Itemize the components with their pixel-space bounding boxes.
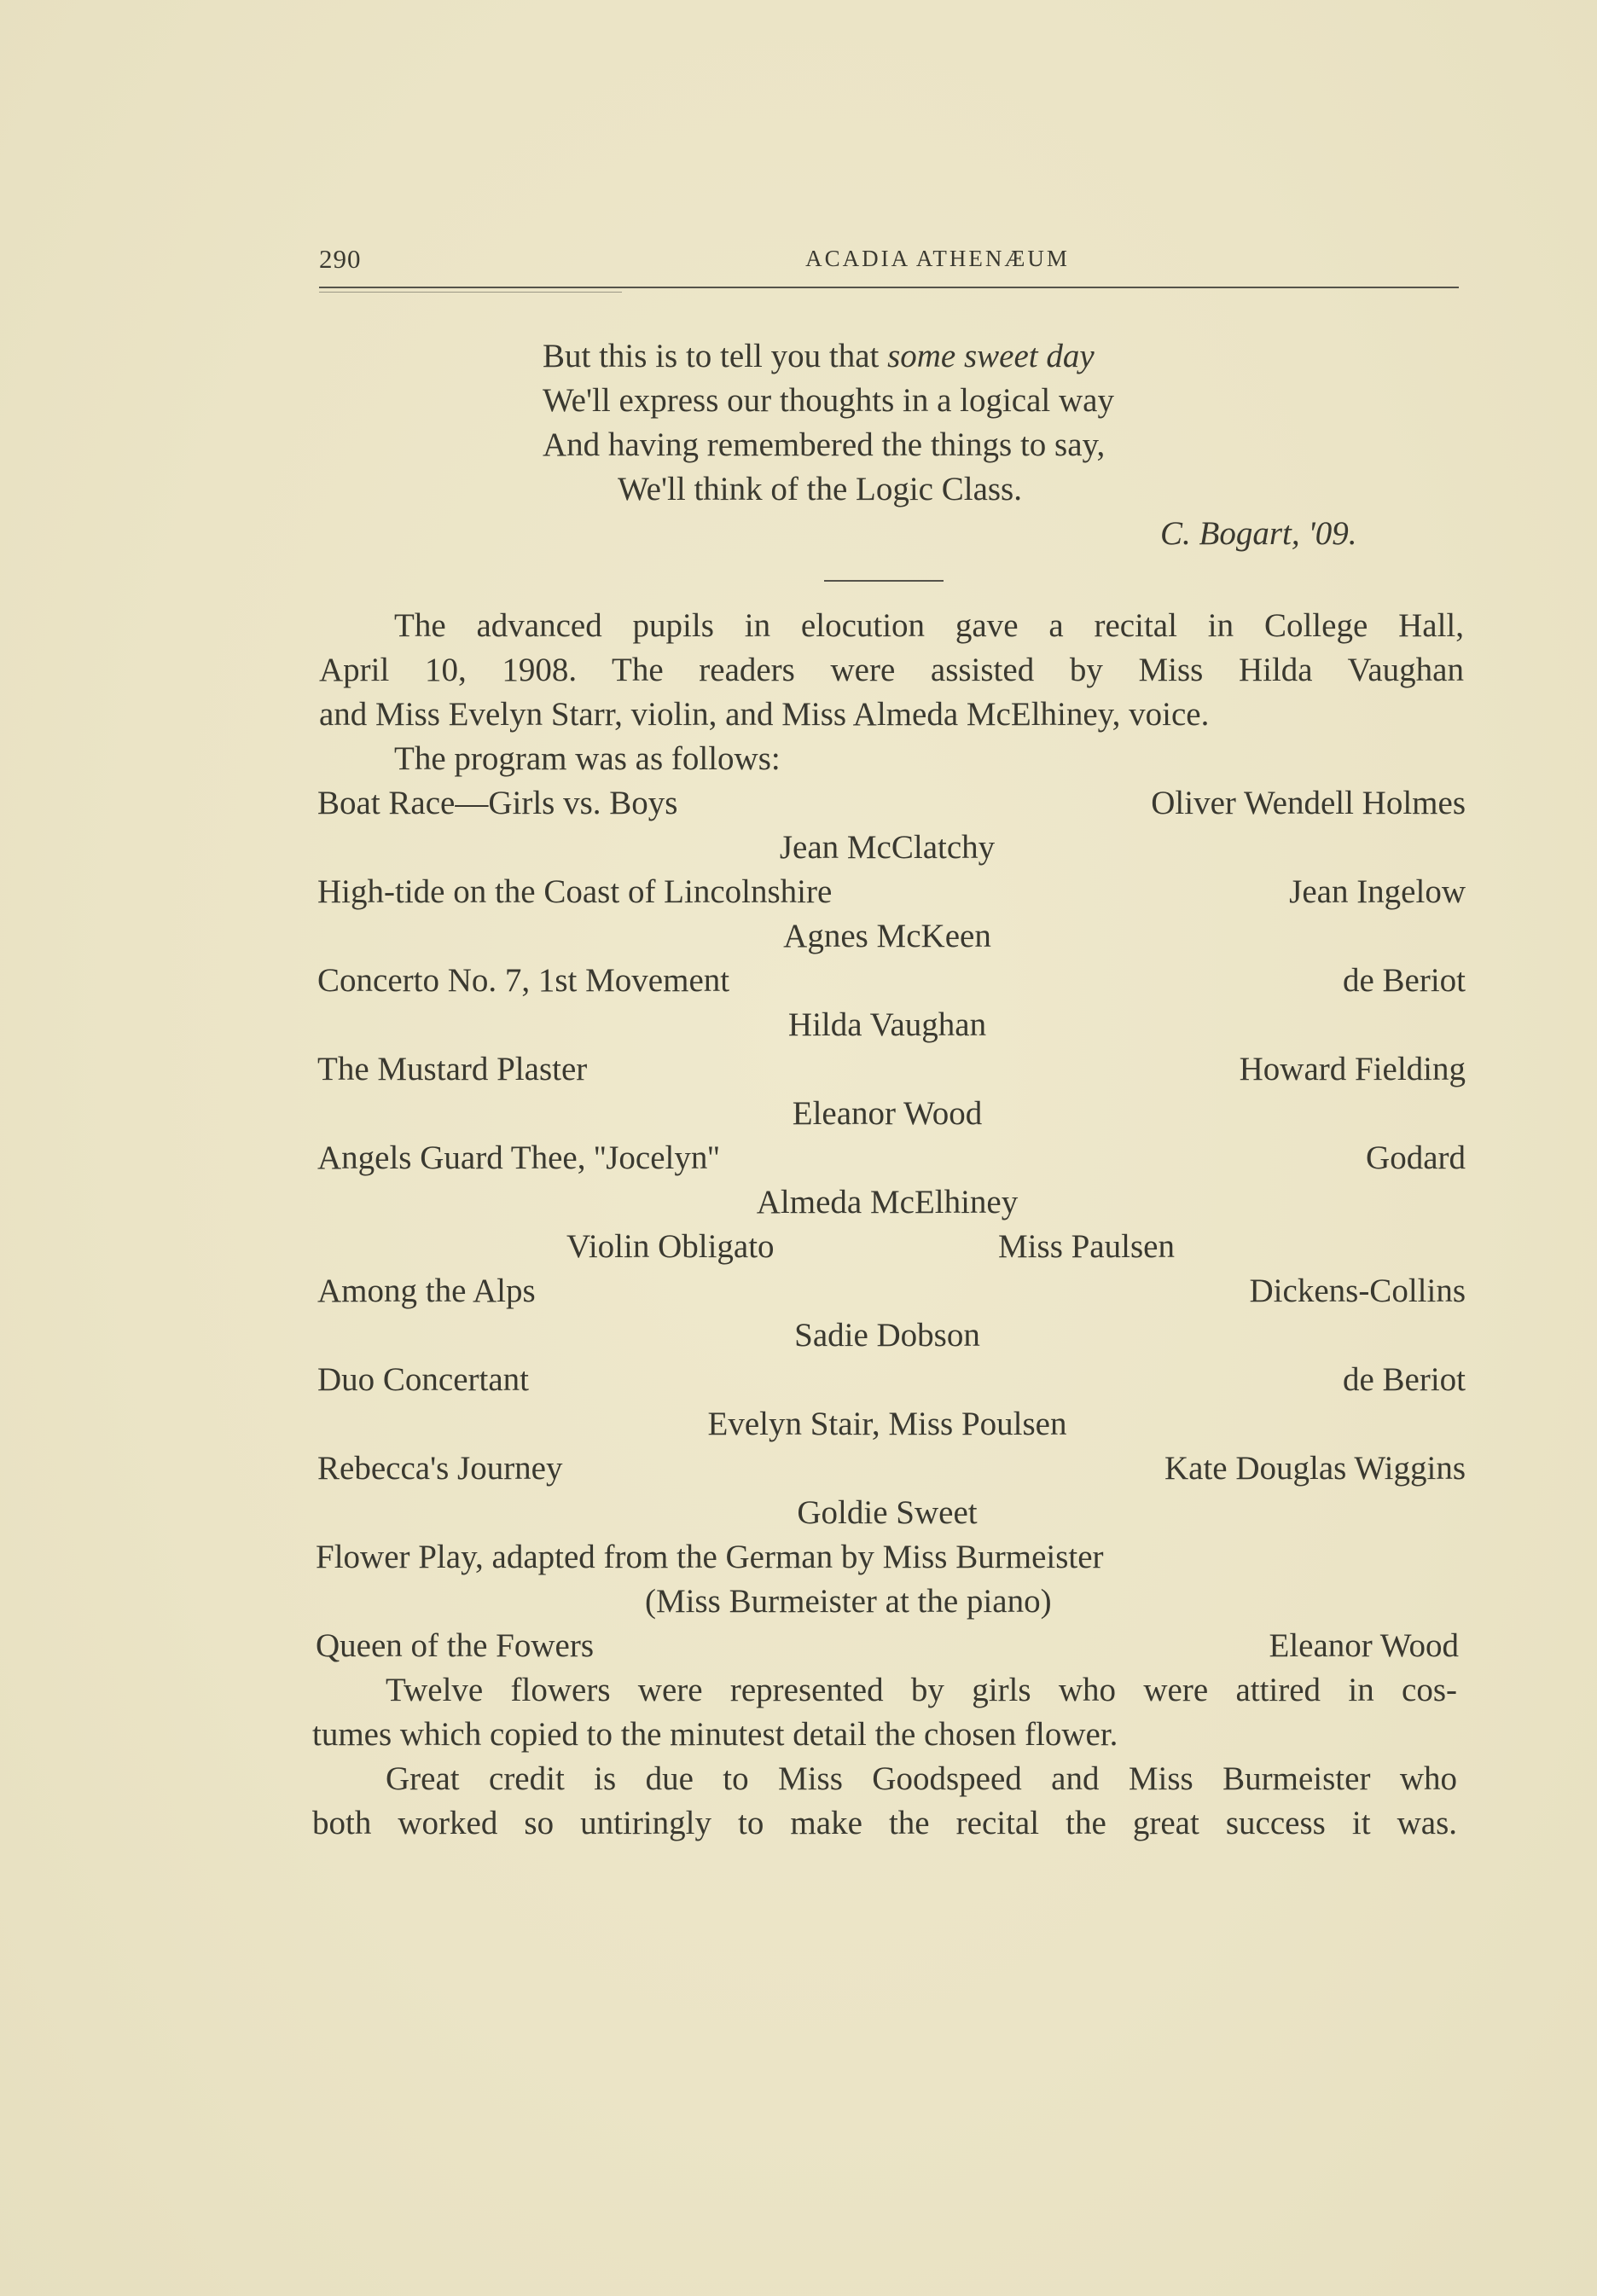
- program-author: Jean Ingelow: [1289, 873, 1466, 910]
- para3-line-1: Great credit is due to Miss Goodspeed and Miss Burmeister who: [386, 1760, 1457, 1797]
- page-number: 290: [319, 244, 362, 274]
- poem-line-1-italic: some sweet day: [887, 338, 1095, 374]
- poem-line-1-plain: But this is to tell you that: [543, 338, 888, 374]
- flower-play: Flower Play, adapted from the German by Miss Burmeister: [316, 1539, 1104, 1575]
- program-title: High-tide on the Coast of Lincolnshire: [317, 873, 833, 910]
- program-performer: Sadie Dobson: [794, 1317, 980, 1354]
- poem-line-1: [543, 339, 1095, 373]
- para2-line-2: tumes which copied to the minutest detail the chosen flower.: [312, 1716, 1118, 1753]
- section-divider: [824, 580, 944, 582]
- signature-name: C. Bogart,: [1160, 515, 1300, 552]
- program-author: Godard: [1366, 1139, 1466, 1176]
- poem-line-2: We'll express our thoughts in a logical way: [543, 382, 1114, 419]
- program-title: Rebecca's Journey: [317, 1450, 563, 1487]
- program-performer: Eleanor Wood: [792, 1095, 983, 1132]
- page-header: [319, 244, 1462, 285]
- poem-signature: [1160, 517, 1356, 550]
- poem-line-4: We'll think of the Logic Class.: [618, 471, 1022, 507]
- para1-line-2: April 10, 1908. The readers were assisted by Miss Hilda Vaughan: [319, 652, 1464, 688]
- program-performer: Jean McClatchy: [779, 829, 996, 866]
- para3-line-2: both worked so untiringly to make the recital the great success it was.: [312, 1805, 1457, 1841]
- program-title: The Mustard Plaster: [317, 1051, 588, 1087]
- obligato-name: Miss Paulsen: [998, 1228, 1175, 1265]
- signature-year: '09.: [1308, 515, 1357, 552]
- program-author: Oliver Wendell Holmes: [1151, 785, 1466, 821]
- program-title: Duo Concertant: [317, 1361, 530, 1398]
- program-title: Among the Alps: [317, 1273, 536, 1309]
- program-performer: Hilda Vaughan: [787, 1006, 987, 1043]
- program-performer: Goldie Sweet: [797, 1494, 978, 1531]
- program-author: Dickens-Collins: [1249, 1273, 1466, 1309]
- flower-play-note: (Miss Burmeister at the piano): [645, 1583, 1052, 1620]
- para1-line-3: and Miss Evelyn Starr, violin, and Miss Almeda McElhiney, voice.: [319, 696, 1210, 733]
- program-performer: Evelyn Stair, Miss Poulsen: [707, 1406, 1067, 1442]
- running-head: ACADIA ATHENÆUM: [805, 246, 1070, 271]
- program-author: Howard Fielding: [1239, 1051, 1466, 1087]
- program-author: de Beriot: [1342, 962, 1466, 999]
- header-rule: [319, 287, 1459, 288]
- queen-title: Queen of the Fowers: [316, 1627, 594, 1664]
- program-title: Boat Race—Girls vs. Boys: [317, 785, 678, 821]
- obligato-label: Violin Obligato: [566, 1228, 775, 1265]
- para2-line-1: Twelve flowers were represented by girls who were attired in cos-: [386, 1672, 1457, 1708]
- queen-performer: Eleanor Wood: [1269, 1627, 1459, 1664]
- para1-line-1: The advanced pupils in elocution gave a recital in College Hall,: [394, 607, 1464, 644]
- program-intro: The program was as follows:: [394, 740, 781, 777]
- program-title: Angels Guard Thee, ''Jocelyn'': [317, 1139, 720, 1176]
- program-author: Kate Douglas Wiggins: [1164, 1450, 1466, 1487]
- program-title: Concerto No. 7, 1st Movement: [317, 962, 730, 999]
- program-author: de Beriot: [1342, 1361, 1466, 1398]
- program-performer: Agnes McKeen: [783, 918, 991, 954]
- poem-line-3: And having remembered the things to say,: [543, 426, 1106, 463]
- program-performer: Almeda McElhiney: [756, 1184, 1019, 1220]
